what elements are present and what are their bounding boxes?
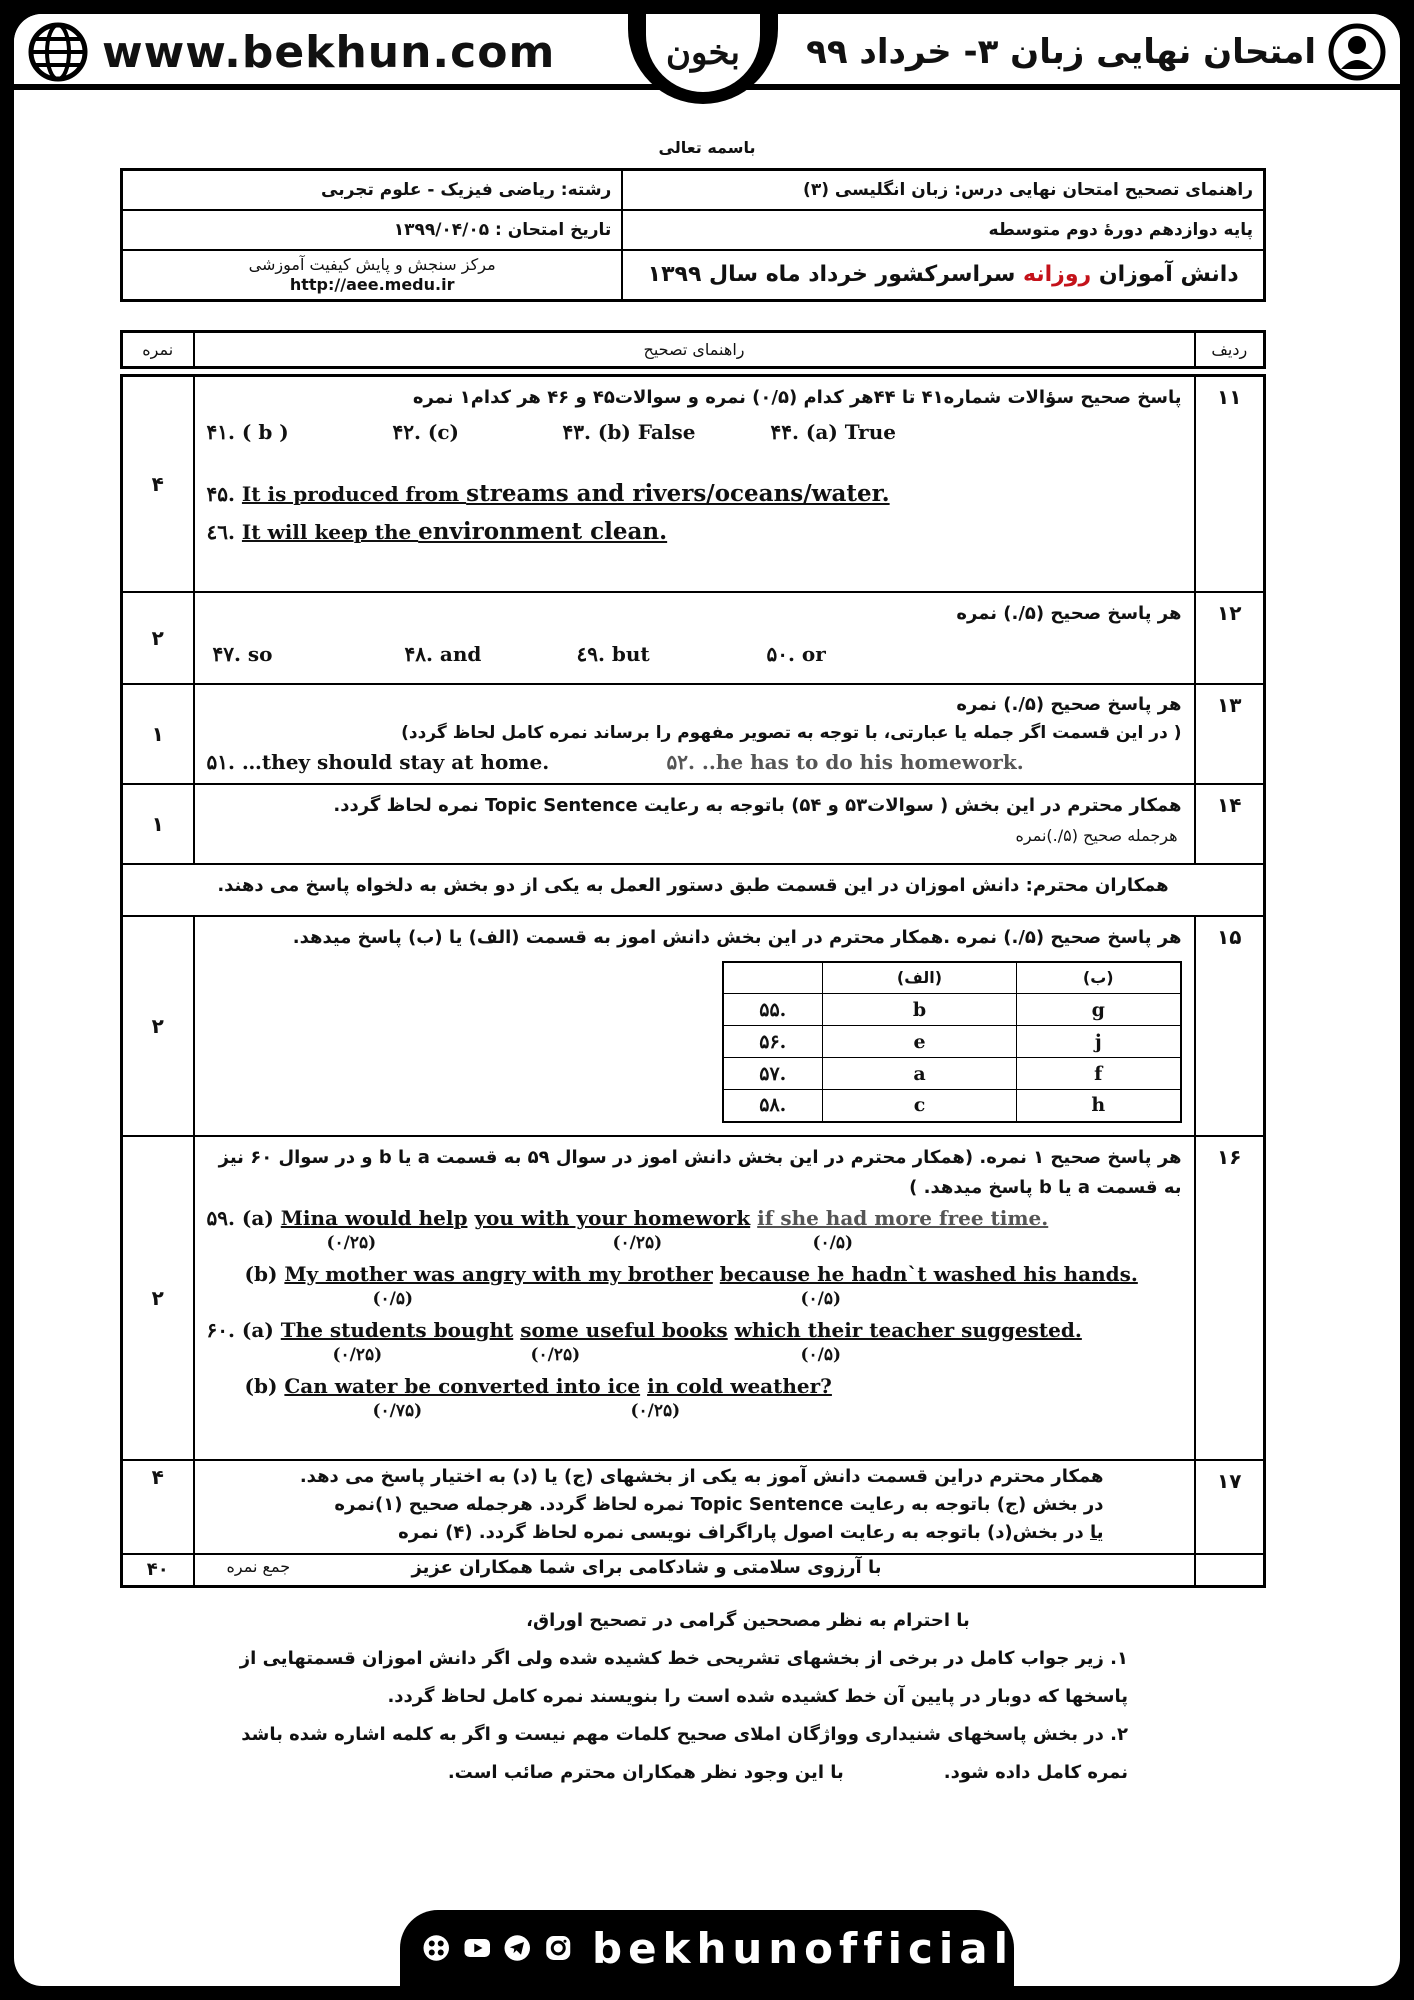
students-daily: روزانه [1023, 262, 1092, 287]
grade-cell: پایه دوازدهم دورهٔ دوم متوسطه [622, 210, 1264, 250]
answer-be: g [1017, 994, 1181, 1026]
item-number: ۵۸. [723, 1090, 823, 1122]
answer-alef: c [823, 1090, 1017, 1122]
note-text: نمره کامل داده شود. [943, 1762, 1128, 1783]
matching-row [723, 994, 1181, 1026]
site-url[interactable]: www.bekhun.com [102, 26, 556, 78]
matching-corner [723, 962, 823, 994]
answer-42: ۴۲. (c) [392, 420, 460, 444]
logo-text: بخون [666, 33, 740, 73]
question-row-12 [122, 592, 1265, 684]
answer-41: ۴۱. ( b ) [206, 420, 289, 444]
part-score: (۰/۲۵) [326, 1232, 377, 1253]
matching-table [722, 961, 1182, 1123]
exam-page [14, 14, 1400, 1986]
answer-47: ۴۷. so [212, 641, 273, 666]
social-handle[interactable]: bekhunofficial [592, 1923, 1015, 1973]
part-score: (۰/۷۵) [372, 1400, 423, 1421]
exam-title-text: امتحان نهایی زبان ۳- خرداد ۹۹ [806, 32, 1316, 72]
center-cell [122, 250, 623, 301]
instagram-icon[interactable] [544, 1929, 573, 1967]
score-59a [207, 1233, 1182, 1259]
question-row-16 [122, 1136, 1265, 1460]
answer-60b [207, 1371, 1182, 1401]
answers-41-44 [207, 413, 1182, 453]
note-text: با این وجود نظر همکاران محترم صائب است. [447, 1762, 844, 1783]
notes-heading: با احترام به نظر مصححین گرامی در تصحیح اوراق، [526, 1610, 970, 1631]
answer-part: which their teacher suggested. [734, 1317, 1082, 1342]
students-cell [622, 250, 1264, 301]
exam-info-table [120, 168, 1266, 302]
logo-inner [646, 14, 760, 92]
header-alef: (الف) [823, 962, 1017, 994]
answer-number: ۴۵. [206, 482, 235, 506]
instruction-note: ( در این قسمت اگر جمله یا عبارتی، با توجه به تصویر مفهوم را برساند نمره کامل لحاظ گردد) [401, 722, 1182, 743]
row-score: ۲ [122, 592, 194, 684]
answer-number: ٤٦. [206, 520, 235, 544]
row-content [194, 376, 1195, 592]
answer-part: you with your homework [474, 1205, 751, 1230]
answer-part: Mina would help [280, 1205, 468, 1230]
answer-be: f [1017, 1058, 1181, 1090]
row-score: ۱ [122, 684, 194, 784]
answers-51-52 [207, 747, 1182, 777]
answer-45 [207, 475, 1182, 513]
answer-part: if she had more free time. [757, 1205, 1049, 1230]
answer-part: The students bought [280, 1317, 514, 1342]
answers-47-50 [207, 635, 1182, 675]
total-empty [1195, 1554, 1265, 1587]
students-post: سراسرکشور خرداد ماه سال ۱۳۹۹ [647, 262, 1024, 287]
exam-title [806, 22, 1386, 82]
row-number: ۱۲ [1195, 592, 1265, 684]
row-score: ۴ [122, 376, 194, 592]
answer-44: ۴۴. (a) True [770, 420, 896, 444]
answer-46 [207, 513, 1182, 551]
answer-part: It will keep the [241, 520, 419, 544]
item-number: ۵۵. [723, 994, 823, 1026]
total-score: ۴۰ [122, 1554, 194, 1587]
part-score: (۰/۲۵) [630, 1400, 681, 1421]
row-content [194, 1460, 1195, 1554]
question-row-17 [122, 1460, 1265, 1554]
answer-alef: e [823, 1026, 1017, 1058]
center-url[interactable]: http://aee.medu.ir [289, 274, 455, 294]
note-1-line-2: پاسخها که دوبار در پایین آن خط کشیده شده است را بنویسند نمره کامل لحاظ گردد. [387, 1686, 1128, 1707]
answer-label: (b) [244, 1261, 285, 1286]
answer-part: It is produced from [241, 482, 467, 506]
row-number: ۱۶ [1195, 1136, 1265, 1460]
answer-part: because he hadn`t washed his hands. [719, 1261, 1138, 1286]
answer-alef: b [823, 994, 1017, 1026]
score-60a [207, 1345, 1182, 1371]
part-score: (۰/۵) [812, 1232, 854, 1253]
answer-52: ۵۲. ..he has to do his homework. [666, 749, 1024, 774]
instruction-line-1: همکار محترم دراین قسمت دانش آموز به یکی از بخشهای (ج) یا (د) به اختیار پاسخ می دهد. [299, 1465, 1104, 1487]
question-row-15 [122, 916, 1265, 1136]
closing-wish: با آرزوی سلامتی و شادکامی برای شما همکاران عزیز [411, 1556, 882, 1578]
part-score: (۰/۲۵) [612, 1232, 663, 1253]
column-header [120, 330, 1266, 369]
score-60b [207, 1401, 1182, 1427]
notice-row [122, 864, 1265, 916]
brand-logo[interactable] [628, 14, 778, 104]
instruction: پاسخ صحیح سؤالات شماره۴۱ تا ۴۴هر کدام (۰/۵) نمره و سوالات۴۵ و ۴۶ هر کدام۱ نمره [412, 387, 1182, 408]
youtube-icon[interactable] [463, 1929, 492, 1967]
answer-48: ۴۸. and [404, 641, 482, 666]
score-59b [207, 1289, 1182, 1315]
question-row-13 [122, 684, 1265, 784]
answer-alef: a [823, 1058, 1017, 1090]
row-number: ۱۱ [1195, 376, 1265, 592]
notice-text: همکاران محترم: دانش اموزان در این قسمت طبق دستور العمل به یکی از دو بخش به دلخواه پاسخ می دهند. [122, 864, 1265, 916]
question-row-11 [122, 376, 1265, 592]
basmala: باسمه تعالی [658, 138, 756, 157]
header-be: (ب) [1017, 962, 1181, 994]
students-pre: دانش آموزان [1091, 262, 1239, 287]
row-number: ۱۵ [1195, 916, 1265, 1136]
row-number: ۱۳ [1195, 684, 1265, 784]
answer-be: h [1017, 1090, 1181, 1122]
instruction-text: در بخش(د) باتوجه به رعایت اصول پاراگراف نویسی نمره لحاظ گردد. (۴) نمره [398, 1521, 1090, 1543]
answer-be: j [1017, 1026, 1181, 1058]
instruction: همکار محترم در این بخش ( سوالات۵۳ و ۵۴) باتوجه به رعایت Topic Sentence نمره لحاظ گردد. [333, 794, 1182, 816]
row-content [194, 784, 1195, 864]
instruction: هر پاسخ صحیح (۵/.) نمره .همکار محترم در این بخش دانش اموز به قسمت (الف) یا (ب) پاسخ میدهد. [292, 926, 1182, 948]
answer-part: My mother was angry with my brother [284, 1261, 713, 1286]
answer-key-table [120, 374, 1266, 1588]
total-row [122, 1554, 1265, 1587]
globe-icon [28, 22, 88, 82]
answer-51: ۵۱. …they should stay at home. [206, 749, 550, 774]
instruction: هر پاسخ صحیح (۵/.) نمره [956, 693, 1182, 715]
answer-part: some useful books [520, 1317, 728, 1342]
aparat-icon[interactable] [422, 1929, 451, 1967]
underlined-word: یا [1089, 1521, 1104, 1543]
answer-59a [207, 1203, 1182, 1233]
row-number: ۱۴ [1195, 784, 1265, 864]
answer-part: Can water be converted into ice [284, 1373, 641, 1398]
instruction-line-3 [207, 1519, 1104, 1547]
total-content [194, 1554, 1195, 1587]
row-score: ۱ [122, 784, 194, 864]
row-content [194, 1136, 1195, 1460]
total-label: جمع نمره [226, 1556, 291, 1576]
instruction-line-2: در بخش (ج) باتوجه به رعایت Topic Sentence نمره لحاظ گردد. هرجمله صحیح (۱)نمره [334, 1493, 1104, 1515]
col-guide: راهنمای تصحیح [194, 332, 1195, 368]
answer-50: ۵۰. or [766, 641, 826, 666]
part-score: (۰/۲۵) [530, 1344, 581, 1365]
matching-header [723, 962, 1181, 994]
row-content [194, 592, 1195, 684]
instruction-sub: هرجمله صحیح (۵/.)نمره [1015, 825, 1178, 845]
note-1-line-1: ۱. زیر جواب کامل در برخی از بخشهای تشریحی خط کشیده شده ولی اگر دانش اموزان قسمتهایی از [239, 1648, 1128, 1669]
part-score: (۰/۵) [800, 1288, 842, 1309]
row-content [194, 916, 1195, 1136]
matching-row [723, 1026, 1181, 1058]
instruction: هر پاسخ صحیح (۵/.) نمره [956, 602, 1182, 624]
row-score: ۲ [122, 916, 194, 1136]
social-bar [400, 1910, 1014, 1986]
matching-row [723, 1090, 1181, 1122]
user-icon [1328, 23, 1386, 81]
matching-row [723, 1058, 1181, 1090]
total-line [207, 1557, 1182, 1583]
answer-part: streams and rivers/oceans/water. [466, 480, 890, 507]
col-score: نمره [122, 332, 194, 368]
part-score: (۰/۵) [372, 1288, 414, 1309]
date-cell: تاریخ امتحان : ۱۳۹۹/۰۴/۰۵ [122, 210, 623, 250]
grader-notes [228, 1602, 1128, 1792]
field-cell: رشته: ریاضی فیزیک - علوم تجربی [122, 170, 623, 210]
answer-label: ۶۰. (a) [206, 1317, 281, 1342]
question-row-14 [122, 784, 1265, 864]
part-score: (۰/۵) [800, 1344, 842, 1365]
row-number: ۱۷ [1195, 1460, 1265, 1554]
telegram-icon[interactable] [503, 1929, 532, 1967]
answer-49: ٤٩. but [576, 641, 650, 666]
note-2-line-2 [228, 1754, 1128, 1792]
answer-59b [207, 1259, 1182, 1289]
note-2-line-1: ۲. در بخش پاسخهای شنیداری وواژگان املای صحیح کلمات مهم نیست و اگر به کلمه اشاره شده باشد [241, 1724, 1128, 1745]
site-link[interactable] [28, 22, 555, 82]
center-name: مرکز سنجش و پایش کیفیت آموزشی [248, 254, 496, 274]
answer-60a [207, 1315, 1182, 1345]
answer-label: ۵۹. (a) [206, 1205, 281, 1230]
item-number: ۵۷. [723, 1058, 823, 1090]
col-row: ردیف [1195, 332, 1265, 368]
answer-label: (b) [244, 1373, 285, 1398]
item-number: ۵۶. [723, 1026, 823, 1058]
answer-43: ۴۳. (b) False [562, 420, 696, 444]
row-content [194, 684, 1195, 784]
row-score: ۴ [122, 1460, 194, 1554]
course-cell: راهنمای تصحیح امتحان نهایی درس: زبان انگلیسی (۳) [622, 170, 1264, 210]
instruction: هر پاسخ صحیح ۱ نمره. (همکار محترم در این بخش دانش اموز در سوال ۵۹ به قسمت a یا b و در سوال ۶۰ نیز به قسمت a یا b پاسخ میدهد. ) [218, 1146, 1182, 1198]
answer-part: in cold weather? [647, 1373, 832, 1398]
row-score: ۲ [122, 1136, 194, 1460]
answer-part: environment clean. [418, 518, 668, 545]
part-score: (۰/۲۵) [332, 1344, 383, 1365]
